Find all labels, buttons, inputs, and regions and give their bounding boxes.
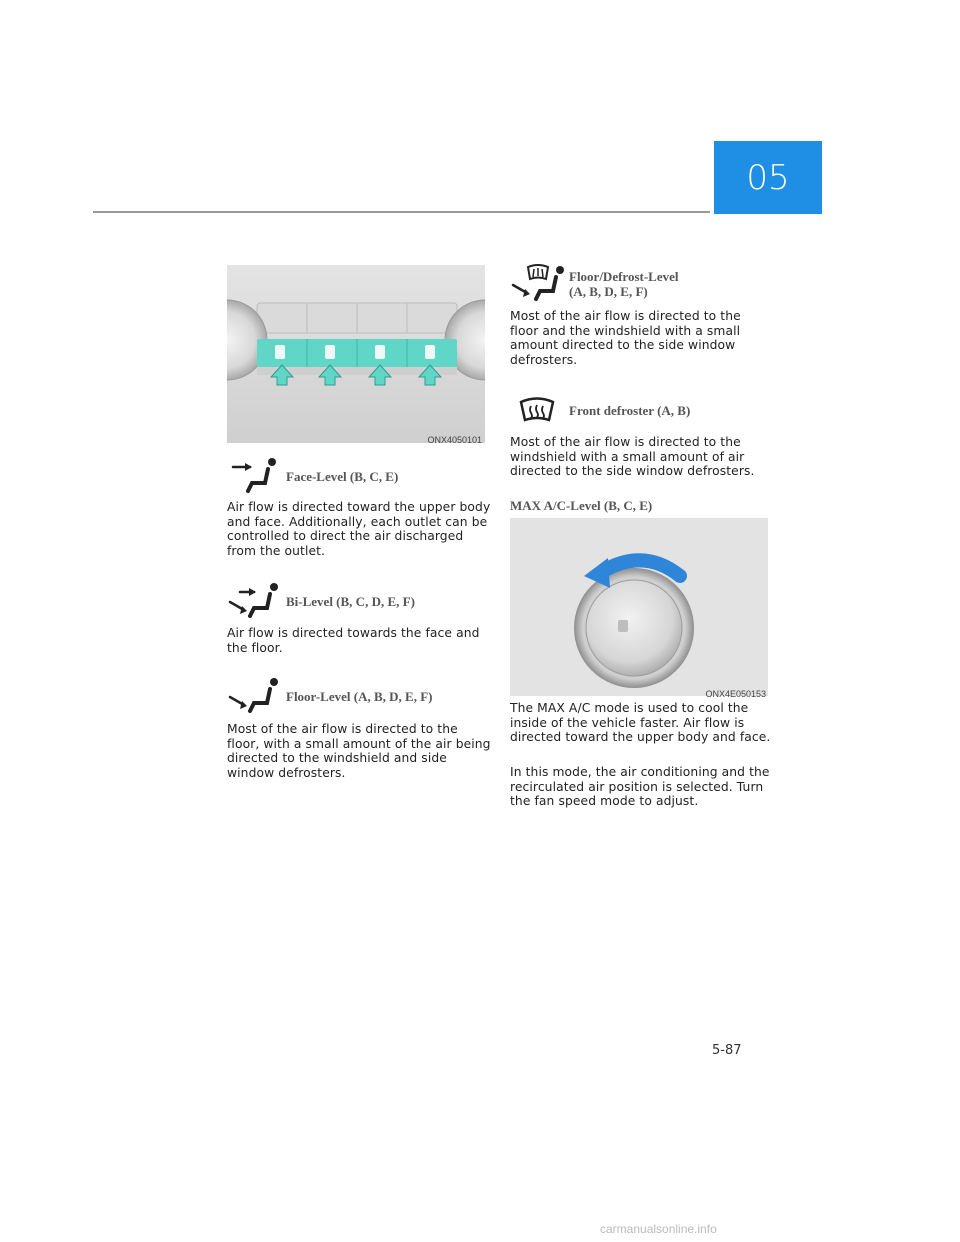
front-defroster-icon <box>518 396 556 424</box>
max-ac-dial-figure <box>510 518 768 696</box>
floor-defrost-text: Most of the air flow is directed to the floor and the windshield with a small amount directed to the side window defrosters. <box>510 309 741 367</box>
face-level-text: Air flow is directed toward the upper body and face. Additionally, each outlet can be controlled to direct the air discharged from the outlet. <box>227 500 491 558</box>
face-level-heading: Face-Level (B, C, E) <box>286 469 399 484</box>
max-ac-text-2: In this mode, the air conditioning and the recirculated air position is selected. Turn the fan speed mode to adjust. <box>510 765 770 808</box>
header-rule <box>93 211 710 213</box>
floor-level-text: Most of the air flow is directed to the floor, with a small amount of the air being directed to the windshield and side window defrosters. <box>227 722 491 780</box>
bi-level-airflow-icon <box>228 582 280 618</box>
floor-defrost-airflow-icon <box>510 263 566 301</box>
floor-defrost-heading-line2: (A, B, D, E, F) <box>569 284 648 299</box>
figure-caption-2: ONX4E050153 <box>705 689 766 699</box>
chapter-tab <box>714 141 822 214</box>
front-defroster-heading: Front defroster (A, B) <box>569 403 691 418</box>
floor-level-airflow-icon <box>228 677 280 713</box>
page-number: 5-87 <box>712 1043 742 1058</box>
face-level-airflow-icon <box>230 457 278 493</box>
front-defroster-text: Most of the air flow is directed to the windshield with a small amount of air directed to the side window defrosters. <box>510 435 755 478</box>
floor-level-heading: Floor-Level (A, B, D, E, F) <box>286 689 433 704</box>
chapter-number: 05 <box>746 157 790 198</box>
bi-level-heading: Bi-Level (B, C, D, E, F) <box>286 594 415 609</box>
control-panel-figure <box>227 265 485 443</box>
max-ac-heading: MAX A/C-Level (B, C, E) <box>510 498 653 513</box>
figure-caption: ONX4050101 <box>427 435 482 445</box>
bi-level-text: Air flow is directed towards the face and the floor. <box>227 626 480 655</box>
floor-defrost-heading-line1: Floor/Defrost-Level <box>569 269 679 284</box>
watermark-text: carmanualsonline.info <box>600 1222 717 1236</box>
max-ac-text-1: The MAX A/C mode is used to cool the inside of the vehicle faster. Air flow is directed toward the upper body and face. <box>510 701 771 744</box>
